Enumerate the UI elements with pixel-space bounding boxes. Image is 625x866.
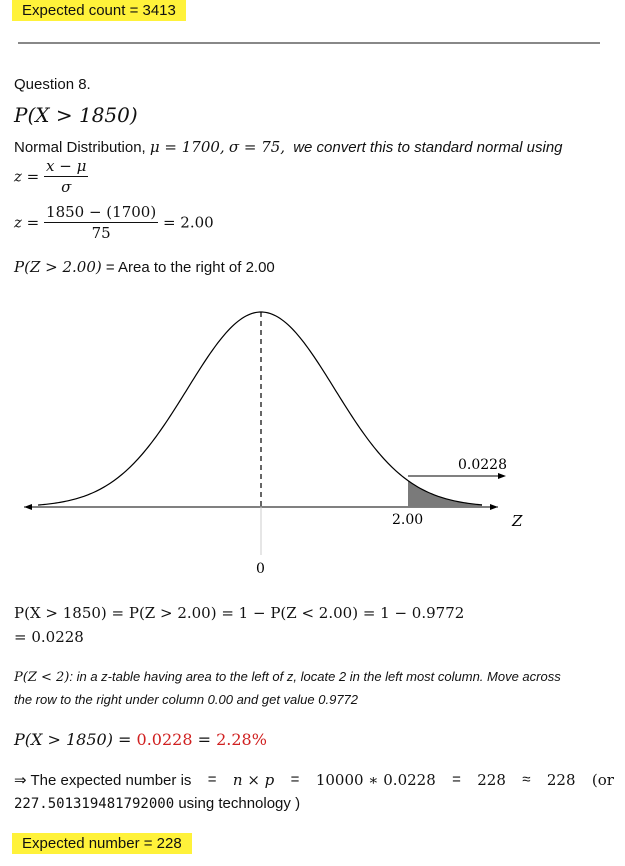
note-text-1: : in a z-table having area to the left of z, locate 2 in the left most column. Move across: [69, 669, 561, 684]
mu-value: μ = 1700,: [149, 138, 225, 156]
expected-or: (or: [591, 771, 614, 789]
final-probability: [14, 730, 267, 749]
final-prob-decimal: 0.0228: [136, 730, 193, 749]
z-calc-result: = 2.00: [162, 213, 214, 232]
expected-number-badge: Expected number = 228: [12, 833, 192, 854]
technology-value: 227.501319481792000: [14, 796, 175, 812]
expected-count-badge: Expected count = 3413: [12, 0, 186, 21]
section-divider: [18, 42, 600, 44]
final-prob-equals: =: [192, 730, 217, 749]
ztable-note-line-2: the row to the right under column 0.00 and get value 0.9772: [14, 692, 359, 707]
expected-calc: 10000 ∗ 0.0228: [315, 771, 436, 789]
distribution-line: [14, 138, 563, 156]
ztable-note-line-1: [14, 669, 561, 685]
question-label: Question 8.: [14, 76, 91, 93]
area-expression: P(Z > 2.00): [14, 258, 102, 276]
z-axis-label: Z: [512, 512, 523, 530]
expected-text: The expected number is: [26, 772, 192, 789]
z-calculation: [14, 202, 214, 243]
normal-curve-graph: [0, 290, 625, 590]
axis-right-arrow-icon: [490, 504, 498, 510]
center-label: 0: [256, 561, 265, 577]
note-expression: P(Z < 2): [14, 670, 70, 685]
expected-approx: ≈: [522, 771, 531, 788]
sigma-value: σ = 75,: [228, 138, 286, 156]
axis-left-arrow-icon: [24, 504, 32, 510]
final-prob-lhs: P(X > 1850) =: [14, 730, 137, 749]
area-text: = Area to the right of 2.00: [105, 259, 275, 276]
right-tail-shaded-area: [408, 481, 482, 507]
convert-text: we convert this to standard normal using: [293, 139, 563, 156]
technology-text: using technology ): [174, 795, 301, 812]
distribution-prefix: Normal Distribution,: [14, 139, 150, 156]
result-line-1: P(X > 1850) = P(Z > 2.00) = 1 − P(Z < 2.00) = 1 − 0.9772: [14, 604, 465, 622]
z-calc-denominator: 75: [91, 224, 111, 242]
expected-number-line: [14, 771, 614, 789]
final-prob-percent: 2.28%: [216, 730, 267, 749]
implies-arrow-icon: ⇒: [14, 772, 27, 789]
z-formula-numerator: x − μ: [46, 157, 87, 175]
expected-eq-2: =: [290, 771, 300, 788]
result-line-2: = 0.0228: [14, 628, 84, 646]
expected-np: n × p: [232, 771, 275, 789]
z-calc-numerator: 1850 − (1700): [46, 203, 157, 221]
probability-statement: P(X > 1850): [14, 103, 138, 127]
expected-eq-3: =: [452, 771, 461, 788]
area-statement: [14, 258, 275, 276]
z-formula: [14, 156, 88, 197]
expected-value-2: 228: [546, 771, 576, 789]
z-formula-lhs: z =: [14, 167, 40, 186]
z-value-label: 2.00: [392, 512, 424, 528]
expected-value-1: 228: [477, 771, 506, 789]
expected-eq-1: =: [207, 771, 217, 788]
z-formula-denominator: σ: [61, 178, 72, 196]
technology-line: [14, 795, 300, 812]
right-area-label: 0.0228: [458, 457, 507, 473]
z-calc-lhs: z =: [14, 213, 40, 232]
area-pointer-arrow-icon: [498, 473, 506, 479]
